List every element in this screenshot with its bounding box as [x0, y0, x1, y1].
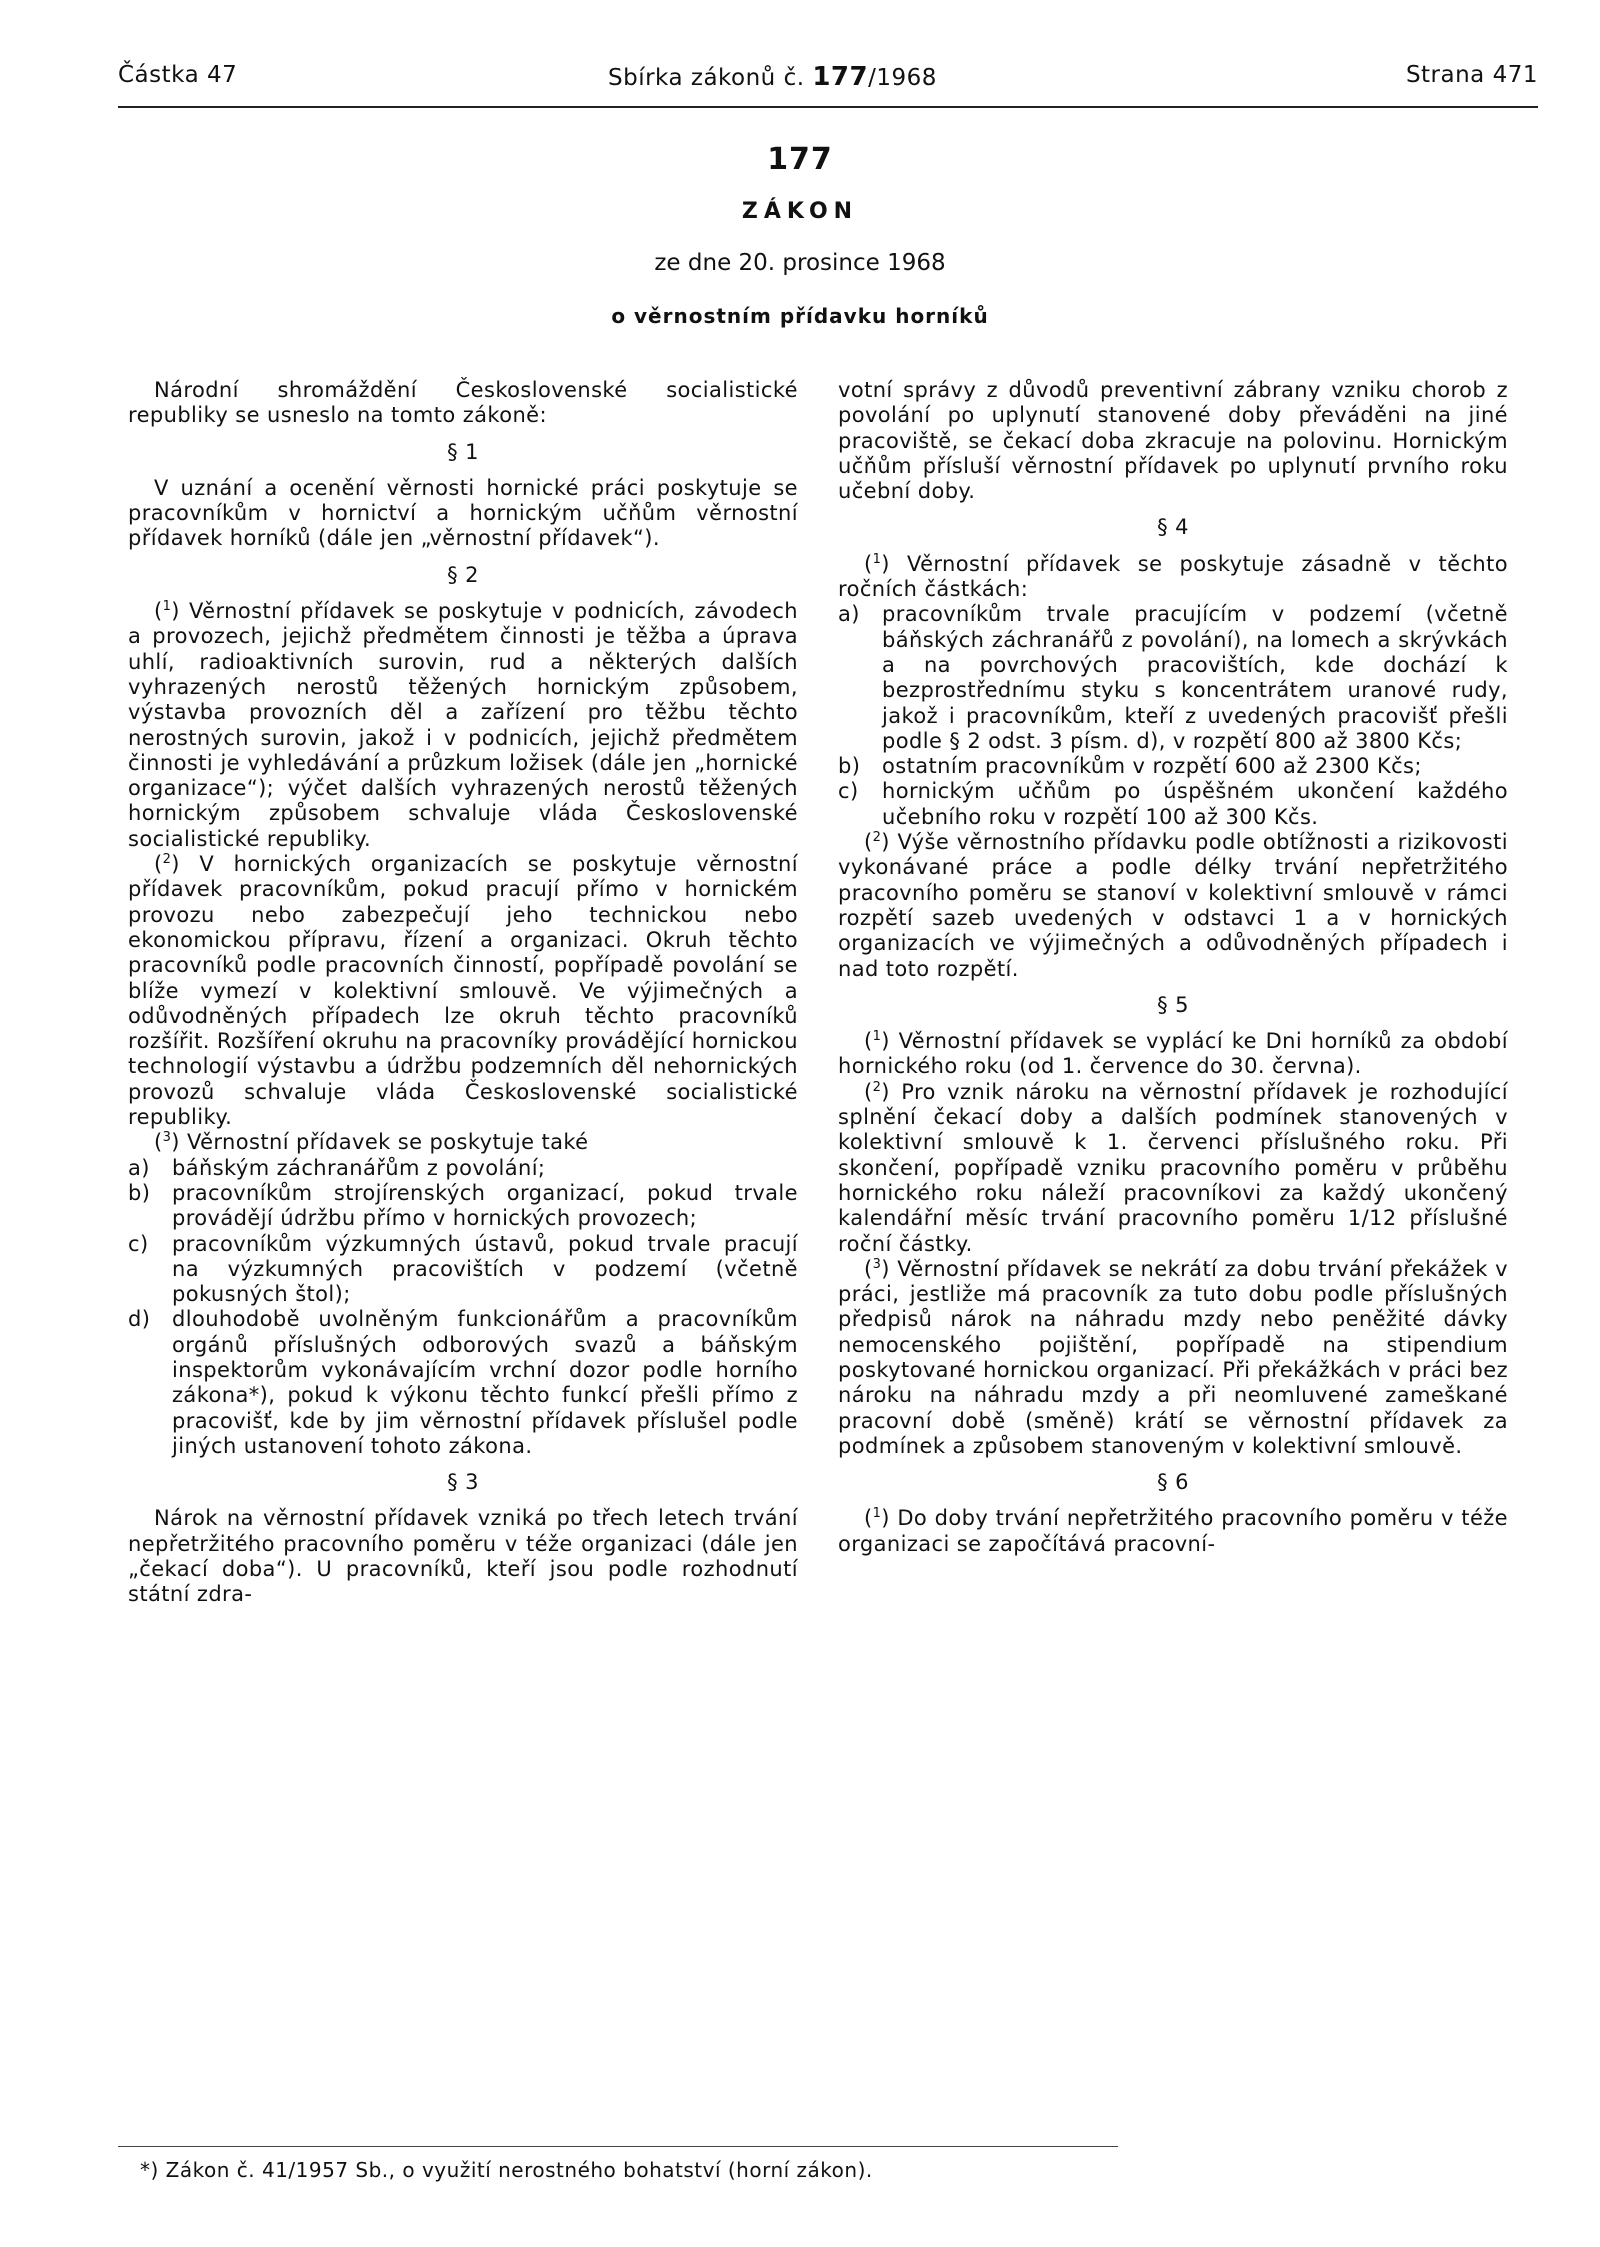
item-label: d) [128, 1307, 151, 1332]
footnote: *) Zákon č. 41/1957 Sb., o využití nerostného bohatství (horní zákon). [140, 2158, 873, 2182]
left-column [128, 378, 798, 1608]
paragraph-mark: 3 [872, 1256, 882, 1272]
section-5-paragraph-1: ($^1$) Věrnostní přídavek se vyplácí ke Dni horníků za období hornického roku (od 1. července do 30. června). [838, 1029, 1508, 1079]
section-2-paragraph-1: ($^1$) Věrnostní přídavek se poskytuje v podnicích, závodech a provozech, jejichž předmětem činnosti je těžba a úprava uhlí, radioaktivních surovin, rud a některých dalších vyhrazených nerostů těžených hornickým způsobem, výstavba provozních děl a zařízení pro těžbu těchto nerostných surovin, jakož i v podnicích, jejichž předmětem činnosti je vyhledávání a průzkum ložisek (dále jen „hornické organizace“); výčet dalších vyhrazených nerostů těžených hornickým způsobem schvaluje vláda Československé socialistické republiky. [128, 599, 798, 851]
paragraph-mark: 1 [872, 551, 882, 567]
paragraph-text: Pro vznik nároku na věrnostní přídavek je rozhodující splnění čekací doby a dalších podmínek stanovených v kolektivní smlouvě k 1. červenci příslušného roku. Při skončení, popřípadě vzniku pracovního poměru v průběhu hornického roku náleží pracovníkovi za každý ukončený kalendářní měsíc trvání pracovního poměru 1/12 příslušné roční částky. [838, 1079, 1508, 1256]
paragraph-text: V hornických organizacích se poskytuje věrnostní přídavek pracovníkům, pokud pracují přímo v hornickém provozu nebo zabezpečují jeho technickou nebo ekonomickou přípravu, řízení a organizaci. Okruh těchto pracovníků podle pracovních činností, popřípadě povolání se blíže vymezí v kolektivní smlouvě. Ve výjimečných a odůvodněných případech lze okruh těchto pracovníků rozšířit. Rozšíření okruhu na pracovníky provádějící hornickou technologií výstavbu a údržbu podzemních děl nehornických provozů schvaluje vláda Československé socialistické republiky. [128, 852, 798, 1130]
item-text: hornickým učňům po úspěšném ukončení každého učebního roku v rozpětí 100 až 300 Kčs. [882, 779, 1508, 829]
item-text: pracovníkům strojírenských organizací, pokud trvale provádějí údržbu přímo v hornických provozech; [172, 1180, 798, 1231]
section-2-heading: § 2 [447, 562, 479, 587]
header-rule [118, 106, 1538, 108]
collection-number: 177 [812, 62, 869, 92]
collection-label: Sbírka zákonů č. [608, 65, 805, 91]
preamble: Národní shromáždění Československé socialistické republiky se usneslo na tomto zákoně: [128, 378, 798, 428]
item-label: c) [838, 779, 859, 804]
list-item [128, 1156, 798, 1181]
list-item [128, 1181, 798, 1232]
law-type: ZÁKON [741, 199, 859, 224]
section-4-paragraph-1: ($^1$) Věrnostní přídavek se poskytuje zásadně v těchto ročních částkách: [838, 551, 1508, 602]
section-4-heading: § 4 [1157, 515, 1189, 540]
list-item [838, 779, 1508, 830]
paragraph-mark: 2 [872, 1079, 882, 1095]
collection-reference [608, 62, 937, 92]
right-column [838, 378, 1508, 1557]
item-label: a) [128, 1155, 150, 1180]
section-3-text: Nárok na věrnostní přídavek vzniká po třech letech trvání nepřetržitého pracovního poměru v téže organizaci (dále jen „čekací doba“). U pracovníků, kteří jsou podle rozhodnutí státní zdra- [128, 1506, 798, 1607]
item-label: b) [838, 754, 861, 779]
section-1-text: V uznání a ocenění věrnosti hornické práci poskytuje se pracovníkům v hornictví a hornickým učňům věrnostní přídavek horníků (dále jen „věrnostní přídavek“). [128, 475, 798, 551]
paragraph-mark: 2 [872, 830, 882, 846]
section-3-heading: § 3 [447, 1470, 479, 1495]
item-label: c) [128, 1231, 149, 1256]
paragraph-text: Do doby trvání nepřetržitého pracovního poměru v téže organizaci se započítává pracovní- [838, 1506, 1509, 1556]
paragraph-mark: 3 [162, 1130, 172, 1146]
issue-part: Částka 47 [118, 62, 238, 88]
paragraph-text: Věrnostní přídavek se poskytuje také [186, 1130, 589, 1155]
footnote-rule [118, 2146, 1118, 2147]
page-header [118, 62, 1538, 102]
page-number: Strana 471 [1405, 62, 1538, 88]
section-5-paragraph-2: ($^2$) Pro vznik nároku na věrnostní přídavek je rozhodující splnění čekací doby a dalších podmínek stanovených v kolektivní smlouvě k 1. červenci příslušného roku. Při skončení, popřípadě vzniku pracovního poměru v průběhu hornického roku náleží pracovníkovi za každý ukončený kalendářní měsíc trvání pracovního poměru 1/12 příslušné roční částky. [838, 1079, 1508, 1256]
paragraph-mark: 1 [872, 1506, 882, 1522]
paragraph-mark: 1 [872, 1029, 882, 1045]
item-label: a) [838, 602, 860, 627]
paragraph-mark: 1 [162, 599, 172, 615]
list-item [128, 1232, 798, 1308]
section-2-paragraph-3: ($^3$) Věrnostní přídavek se poskytuje také [154, 1130, 589, 1155]
paragraph-text: Věrnostní přídavek se vyplácí ke Dni horníků za období hornického roku (od 1. července do 30. června). [838, 1029, 1508, 1079]
item-text: pracovníkům výzkumných ústavů, pokud trvale pracují na výzkumných pracovištích v podzemí (včetně pokusných štol); [172, 1231, 798, 1307]
law-subject: o věrnostním přídavku horníků [611, 304, 989, 328]
section-1-heading: § 1 [447, 439, 479, 464]
section-4-paragraph-2: ($^2$) Výše věrnostního přídavku podle obtížnosti a rizikovosti vykonávané práce a podle délky trvání nepřetržitého pracovního poměru se stanoví v kolektivní smlouvě v rámci rozpětí sazeb uvedených v odstavci 1 a v hornických organizacích ve výjimečných a odůvodněných případech i nad toto rozpětí. [838, 830, 1508, 981]
list-item [838, 754, 1508, 779]
item-label: b) [128, 1180, 151, 1205]
item-text: ostatním pracovníkům v rozpětí 600 až 2300 Kčs; [882, 754, 1422, 779]
paragraph-mark: 2 [162, 852, 172, 868]
section-6-paragraph-1: ($^1$) Do doby trvání nepřetržitého pracovního poměru v téže organizaci se započítává pracovní- [838, 1506, 1509, 1556]
section-6-heading: § 6 [1157, 1470, 1189, 1495]
law-title-block [0, 142, 1600, 328]
item-text: pracovníkům trvale pracujícím v podzemí (včetně báňských záchranářů z povolání), na lomech a skrývkách a na povrchových pracovištích, kde dochází k bezprostřednímu styku s koncentrátem uranové rudy, jakož i pracovníkům, kteří z uvedených pracovišť přešli podle § 2 odst. 3 písm. d), v rozpětí 800 až 3800 Kčs; [882, 602, 1508, 753]
section-3-continuation: votní správy z důvodů preventivní zábrany vzniku chorob z povolání po uplynutí stanovené doby převáděni na jiné pracoviště, se čekací doba zkracuje na polovinu. Hornickým učňům přísluší věrnostní přídavek po uplynutí prvního roku učební doby. [838, 378, 1508, 504]
paragraph-text: Věrnostní přídavek se nekrátí za dobu trvání překážek v práci, jestliže má pracovník za tuto dobu podle příslušných předpisů nárok na náhradu mzdy nebo peněžité dávky nemocenského pojištění, popřípadě na stipendium poskytované hornickou organizací. Při překážkách v práci bez nároku na náhradu mzdy a při neomluvené zameškané pracovní době (směně) krátí se věrnostní přídavek za podmínek a způsobem stanoveným v kolektivní smlouvě. [838, 1256, 1509, 1458]
item-text: dlouhodobě uvolněným funkcionářům a pracovníkům orgánů příslušných odborových svazů a báňským inspektorům vykonávajícím vrchní dozor podle horního zákona*), pokud k výkonu těchto funkcí přešli přímo z pracovišť, kde by jim věrnostní přídavek příslušel podle jiných ustanovení tohoto zákona. [172, 1307, 798, 1458]
section-2-paragraph-2: ($^2$) V hornických organizacích se poskytuje věrnostní přídavek pracovníkům, pokud pracují přímo v hornickém provozu nebo zabezpečují jeho technickou nebo ekonomickou přípravu, řízení a organizaci. Okruh těchto pracovníků podle pracovních činností, popřípadě povolání se blíže vymezí v kolektivní smlouvě. Ve výjimečných a odůvodněných případech lze okruh těchto pracovníků rozšířit. Rozšíření okruhu na pracovníky provádějící hornickou technologií výstavbu a údržbu podzemních děl nehornických provozů schvaluje vláda Československé socialistické republiky. [128, 852, 798, 1130]
collection-year: /1968 [868, 65, 937, 91]
paragraph-text: Věrnostní přídavek se poskytuje zásadně v těchto ročních částkách: [838, 551, 1508, 602]
list-item [128, 1307, 798, 1459]
section-5-heading: § 5 [1157, 992, 1189, 1017]
law-number: 177 [767, 142, 833, 177]
paragraph-text: Výše věrnostního přídavku podle obtížnosti a rizikovosti vykonávané práce a podle délky trvání nepřetržitého pracovního poměru se stanoví v kolektivní smlouvě v rámci rozpětí sazeb uvedených v odstavci 1 a v hornických organizacích ve výjimečných a odůvodněných případech i nad toto rozpětí. [838, 830, 1508, 981]
law-date: ze dne 20. prosince 1968 [654, 250, 946, 276]
item-text: báňským záchranářům z povolání; [172, 1155, 546, 1180]
list-item [838, 602, 1508, 754]
section-5-paragraph-3: ($^3$) Věrnostní přídavek se nekrátí za dobu trvání překážek v práci, jestliže má pracovník za tuto dobu podle příslušných předpisů nárok na náhradu mzdy nebo peněžité dávky nemocenského pojištění, popřípadě na stipendium poskytované hornickou organizací. Při překážkách v práci bez nároku na náhradu mzdy a při neomluvené zameškané pracovní době (směně) krátí se věrnostní přídavek za podmínek a způsobem stanoveným v kolektivní smlouvě. [838, 1256, 1509, 1458]
paragraph-text: Věrnostní přídavek se poskytuje v podnicích, závodech a provozech, jejichž předmětem činnosti je těžba a úprava uhlí, radioaktivních surovin, rud a některých dalších vyhrazených nerostů těžených hornickým způsobem, výstavba provozních děl a zařízení pro těžbu těchto nerostných surovin, jakož i v podnicích, jejichž předmětem činnosti je vyhledávání a průzkum ložisek (dále jen „hornické organizace“); výčet dalších vyhrazených nerostů těžených hornickým způsobem schvaluje vláda Československé socialistické republiky. [128, 599, 798, 851]
